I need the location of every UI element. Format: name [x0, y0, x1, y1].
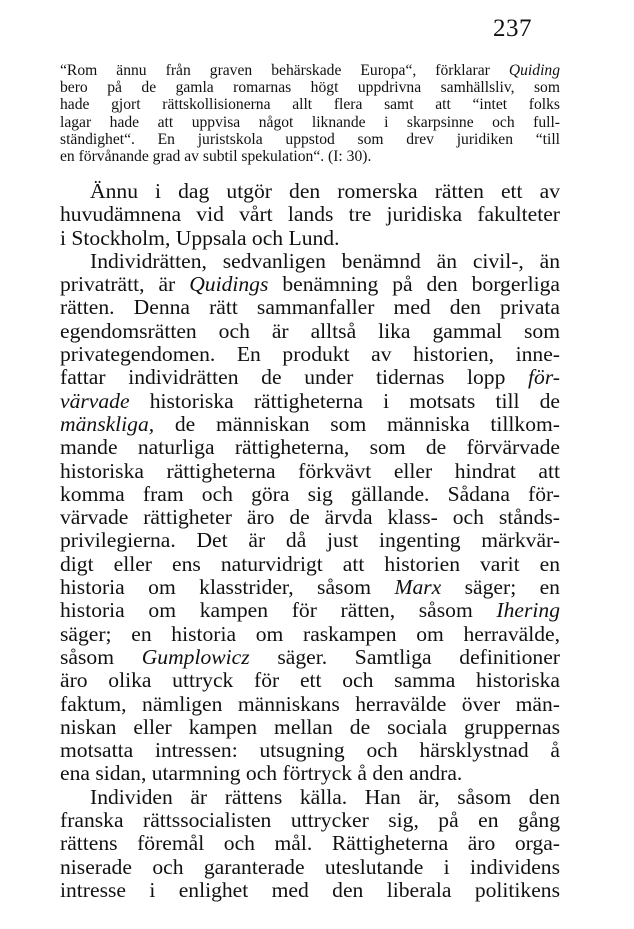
paragraph-2-line: värvade rättigheter äro de ärvda klass- och stånds- — [60, 505, 560, 530]
paragraph-2-line: privategendomen. En produkt av historien, inne- — [60, 342, 560, 367]
paragraph-2-line: komma fram och göra sig gällande. Sådana för- — [60, 481, 560, 506]
paragraph-1-line: Ännu i dag utgör den romerska rätten ett av — [90, 179, 560, 203]
quote-line: bero på de gamla romarnas högt uppdrivna samhällsliv, som — [60, 79, 560, 97]
author-name: Quiding — [508, 62, 560, 79]
paragraph-2-line: motsatta intressen: utsugning och härsklystnad å — [60, 738, 560, 763]
paragraph-2-line: Individrätten, sedvanligen benämnd än civil-, än — [90, 248, 560, 273]
page-number: 237 — [493, 15, 532, 42]
body-text — [60, 180, 560, 902]
paragraph-3-line: intresse i enlighet med den liberala politikens — [60, 877, 560, 902]
quote-line: lagar hade att uppvisa något liknande i skarpsinne och full- — [60, 113, 560, 131]
paragraph-2-line: historiska rättigheterna förkvävt eller hindrat att — [60, 458, 560, 483]
paragraph-2-line: faktum, nämligen människans herravälde över män- — [60, 691, 560, 716]
quote-line: ständighet“. En juristskola uppstod som drev juridiken “till — [60, 130, 560, 148]
paragraph-2-line: säger; en historia om raskampen om herravälde, — [60, 621, 560, 646]
paragraph-1-line: i Stockholm, Uppsala och Lund. — [60, 225, 340, 250]
paragraph-1-line: huvudämnena vid vårt lands tre juridiska fakulteter — [60, 202, 560, 227]
paragraph-2-line: privilegierna. Det är då just ingenting märkvär- — [60, 528, 560, 553]
paragraph-2-line: mande naturliga rättigheterna, som de förvärvade — [60, 435, 560, 460]
quote-line: hade gjort rättskollisionerna allt flera samt att “intet folks — [60, 96, 560, 114]
paragraph-3-line: niserade och garanterade uteslutande i individens — [60, 854, 560, 879]
quote-line: “Rom ännu från graven behärskade Europa“, förklarar Quiding — [60, 62, 560, 79]
paragraph-2-line: egendomsrätten och är alltså lika gammal som — [60, 318, 560, 343]
paragraph-3-line: Individen är rättens källa. Han är, såsom den — [90, 784, 560, 809]
paragraph-2-line: såsom Gumplowicz säger. Samtliga definitioner — [60, 644, 561, 669]
paragraph-2-line: ena sidan, utarmning och förtryck å den andra. — [60, 761, 463, 786]
paragraph-2-line: mänskliga, de människan som människa tillkom- — [60, 411, 560, 436]
paragraph-2-line: digt eller ens naturvidrigt att historien varit en — [60, 551, 560, 576]
paragraph-2-line: historia om kampen för rätten, såsom Ihering — [60, 598, 560, 623]
paragraph-3-line: rättens föremål och mål. Rättigheterna äro orga- — [60, 831, 560, 856]
paragraph-2-line: äro olika uttryck för ett och samma historiska — [60, 668, 560, 693]
paragraph-2-line: fattar individrätten de under tidernas lopp för- — [60, 365, 560, 390]
paragraph-2-line: privaträtt, är Quidings benämning på den borgerliga — [60, 272, 560, 297]
paragraph-3-line: franska rättssocialisten uttrycker sig, på en gång — [60, 808, 560, 833]
paragraph-2-line: värvade historiska rättigheterna i motsats till de — [60, 388, 560, 413]
paragraph-2-line: historia om klasstrider, såsom Marx säger; en — [60, 575, 560, 600]
paragraph-2-line: rätten. Denna rätt sammanfaller med den privata — [60, 295, 560, 320]
quote-block — [60, 62, 560, 165]
paragraph-2-line: niskan eller kampen mellan de sociala gruppernas — [60, 714, 560, 739]
quote-line: en förvånande grad av subtil spekulation“. (I: 30). — [60, 148, 372, 166]
